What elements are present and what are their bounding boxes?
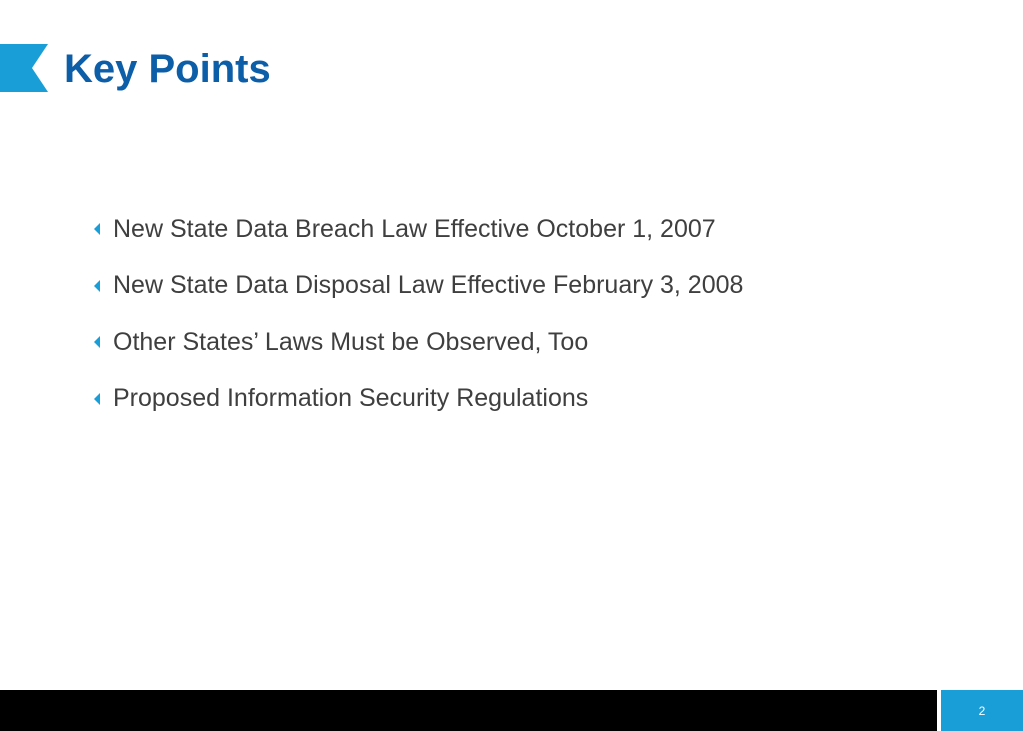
- bullet-text: New State Data Breach Law Effective October 1, 2007: [113, 214, 716, 243]
- bullet-text: Other States’ Laws Must be Observed, Too: [113, 327, 589, 356]
- left-triangle-icon: [90, 334, 103, 350]
- page-number: 2: [978, 703, 986, 718]
- bullet-text: Proposed Information Security Regulations: [113, 384, 589, 412]
- page-number-box: [941, 690, 1023, 731]
- list-item: [90, 376, 743, 422]
- left-triangle-icon: [90, 221, 103, 237]
- footer-bar: [0, 690, 937, 731]
- list-item: [90, 206, 743, 252]
- title-chevron-icon: [0, 44, 48, 92]
- list-item: [90, 319, 743, 365]
- bullet-list: [90, 206, 743, 432]
- left-triangle-icon: [90, 278, 103, 294]
- left-triangle-icon: [90, 391, 103, 407]
- bullet-text: New State Data Disposal Law Effective February 3, 2008: [113, 271, 744, 299]
- slide-title: Key Points: [64, 47, 271, 91]
- list-item: [90, 263, 743, 309]
